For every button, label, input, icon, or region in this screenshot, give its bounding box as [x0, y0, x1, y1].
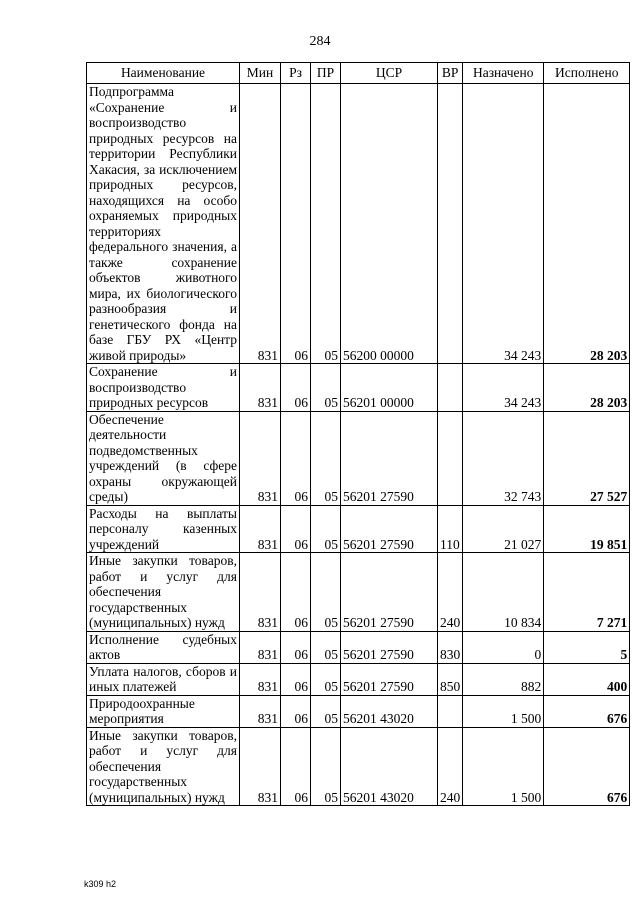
cell-vr: 830: [438, 631, 463, 663]
cell-vr: 850: [438, 663, 463, 695]
cell-csr: 56201 27590: [341, 631, 438, 663]
cell-assigned: 32 743: [463, 411, 544, 505]
cell-vr: 110: [438, 505, 463, 553]
header-vr: ВР: [438, 63, 463, 84]
cell-min: 831: [240, 663, 281, 695]
cell-rz: 06: [281, 364, 311, 412]
cell-csr: 56201 27590: [341, 411, 438, 505]
page-number: 284: [309, 34, 331, 49]
table-header-row: [87, 63, 630, 84]
header-rz: Рз: [281, 63, 311, 84]
cell-executed: 19 851: [544, 505, 630, 553]
cell-min: 831: [240, 631, 281, 663]
cell-name: Природоохранные мероприятия: [87, 695, 240, 727]
cell-executed: 676: [544, 727, 630, 806]
cell-name: Подпрограмма «Сохранение и воспроизводство природных ресурсов на территории Республики Хакасия, за исключением природных ресурсов, находящихся на особо охраняемых природных территориях федерального значения, а также сохранение объектов животного мира, их биологического разнообразия и генетического фонда на базе ГБУ РХ «Центр живой природы»: [87, 84, 240, 364]
table-row: [87, 663, 630, 695]
cell-assigned: 21 027: [463, 505, 544, 553]
cell-csr: 56201 27590: [341, 553, 438, 632]
cell-vr: [438, 364, 463, 412]
cell-vr: [438, 695, 463, 727]
cell-assigned: 882: [463, 663, 544, 695]
cell-min: 831: [240, 553, 281, 632]
cell-assigned: 1 500: [463, 727, 544, 806]
cell-name: Иные закупки товаров, работ и услуг для обеспечения государственных (муниципальных) нужд: [87, 727, 240, 806]
cell-min: 831: [240, 505, 281, 553]
cell-pr: 05: [311, 727, 341, 806]
cell-name: Обеспечение деятельности подведомственных учреждений (в сфере охраны окружающей среды): [87, 411, 240, 505]
cell-rz: 06: [281, 727, 311, 806]
cell-min: 831: [240, 84, 281, 364]
header-assigned: Назначено: [463, 63, 544, 84]
header-name: Наименование: [87, 63, 240, 84]
cell-name: Иные закупки товаров, работ и услуг для обеспечения государственных (муниципальных) нужд: [87, 553, 240, 632]
cell-csr: 56201 43020: [341, 727, 438, 806]
table-row: [87, 411, 630, 505]
cell-assigned: 34 243: [463, 364, 544, 412]
cell-csr: 56201 00000: [341, 364, 438, 412]
cell-pr: 05: [311, 553, 341, 632]
cell-rz: 06: [281, 631, 311, 663]
cell-assigned: 34 243: [463, 84, 544, 364]
cell-executed: 7 271: [544, 553, 630, 632]
cell-min: 831: [240, 727, 281, 806]
cell-min: 831: [240, 695, 281, 727]
cell-assigned: 1 500: [463, 695, 544, 727]
header-executed: Исполнено: [544, 63, 630, 84]
cell-pr: 05: [311, 695, 341, 727]
cell-vr: 240: [438, 553, 463, 632]
cell-executed: 28 203: [544, 364, 630, 412]
cell-rz: 06: [281, 411, 311, 505]
cell-rz: 06: [281, 553, 311, 632]
table-row: [87, 631, 630, 663]
cell-csr: 56201 43020: [341, 695, 438, 727]
cell-executed: 5: [544, 631, 630, 663]
budget-table: [86, 62, 630, 806]
cell-csr: 56200 00000: [341, 84, 438, 364]
cell-csr: 56201 27590: [341, 663, 438, 695]
cell-executed: 400: [544, 663, 630, 695]
table-body: [87, 84, 630, 806]
cell-pr: 05: [311, 663, 341, 695]
cell-rz: 06: [281, 663, 311, 695]
cell-rz: 06: [281, 695, 311, 727]
cell-pr: 05: [311, 411, 341, 505]
cell-name: Исполнение судебных актов: [87, 631, 240, 663]
cell-vr: [438, 84, 463, 364]
cell-name: Расходы на выплаты персоналу казенных учреждений: [87, 505, 240, 553]
header-min: Мин: [240, 63, 281, 84]
cell-csr: 56201 27590: [341, 505, 438, 553]
cell-executed: 28 203: [544, 84, 630, 364]
cell-name: Сохранение и воспроизводство природных ресурсов: [87, 364, 240, 412]
cell-pr: 05: [311, 505, 341, 553]
table-row: [87, 84, 630, 364]
header-csr: ЦСР: [341, 63, 438, 84]
footer-code: k309 h2: [84, 879, 117, 889]
table-row: [87, 364, 630, 412]
cell-rz: 06: [281, 84, 311, 364]
cell-name: Уплата налогов, сборов и иных платежей: [87, 663, 240, 695]
table-row: [87, 505, 630, 553]
table-row: [87, 695, 630, 727]
cell-pr: 05: [311, 631, 341, 663]
cell-vr: [438, 411, 463, 505]
table-row: [87, 553, 630, 632]
cell-vr: 240: [438, 727, 463, 806]
cell-assigned: 0: [463, 631, 544, 663]
header-pr: ПР: [311, 63, 341, 84]
cell-executed: 27 527: [544, 411, 630, 505]
cell-pr: 05: [311, 364, 341, 412]
cell-executed: 676: [544, 695, 630, 727]
cell-assigned: 10 834: [463, 553, 544, 632]
cell-pr: 05: [311, 84, 341, 364]
cell-min: 831: [240, 411, 281, 505]
table-row: [87, 727, 630, 806]
cell-min: 831: [240, 364, 281, 412]
cell-rz: 06: [281, 505, 311, 553]
